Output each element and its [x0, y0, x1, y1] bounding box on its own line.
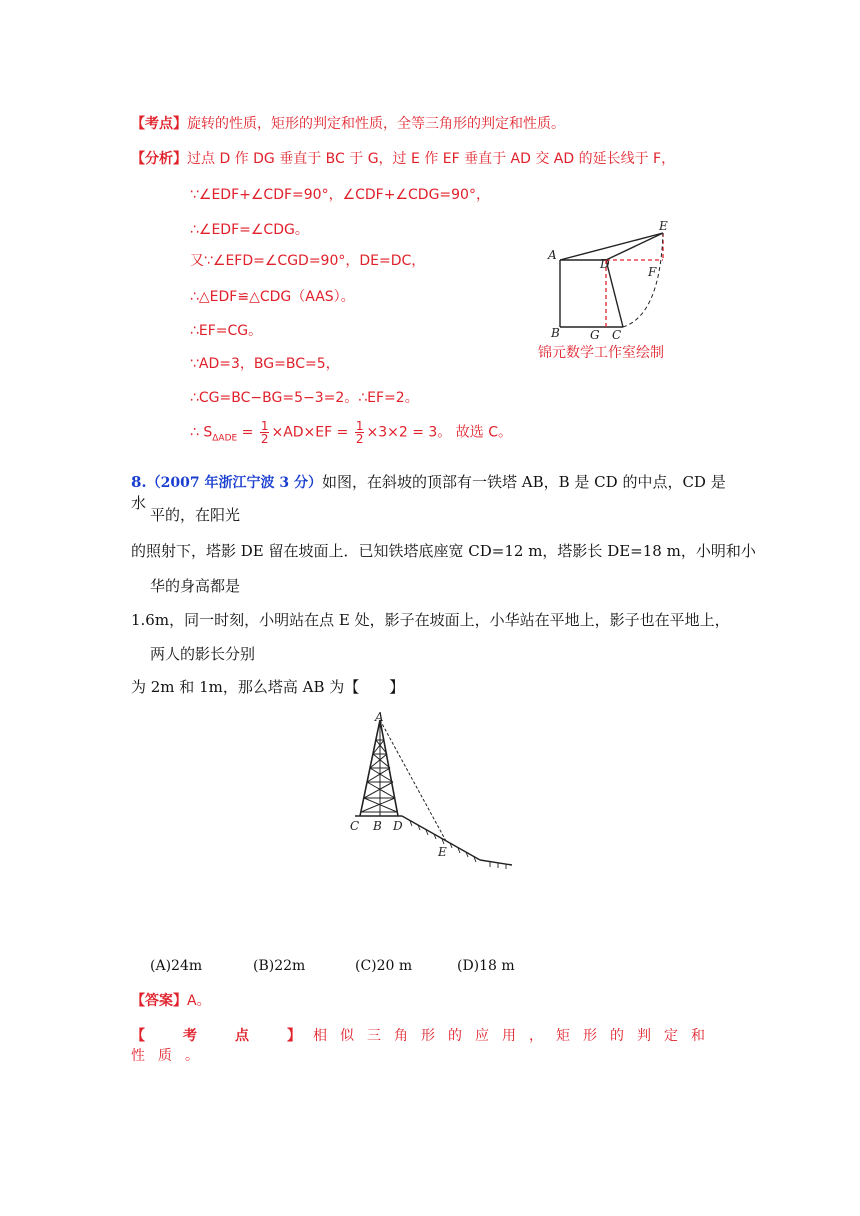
- frac-num: 1: [355, 419, 364, 433]
- answer-tag: 【答案】: [131, 993, 187, 1009]
- kaodian-text: 旋转的性质，矩形的判定和性质，全等三角形的判定和性质。: [187, 116, 565, 132]
- answer-text: A。: [187, 993, 211, 1009]
- q8-line-3: 的照射下，塔影 DE 留在坡面上．已知铁塔底座宽 CD=12 m，塔影长 DE=18 m，小明和小: [131, 542, 756, 560]
- frac-den: 2: [355, 432, 364, 446]
- tower-bracing: [361, 740, 397, 812]
- q8-line-7: 为 2m 和 1m，那么塔高 AB 为【 】: [131, 678, 405, 696]
- label-D2: D: [393, 819, 403, 833]
- step-5: ∴EF=CG。: [190, 323, 263, 339]
- q8-line-5: 1.6m，同一时刻，小明站在点 E 处，影子在坡面上，小华站在平地上，影子也在平地上，: [131, 611, 730, 629]
- area-prefix: ∴ S: [190, 424, 213, 441]
- area-end: 。 故选 C。: [437, 424, 512, 441]
- kaodian-tag-2: 【 考 点 】: [131, 1028, 313, 1044]
- label-A2: A: [375, 710, 384, 724]
- kaodian-text-2: 相似三角形的应用，矩形的判定和性质。: [131, 1028, 718, 1064]
- step-4: ∴△EDF≌△CDG（AAS）。: [190, 289, 355, 305]
- area-eq: =: [237, 424, 258, 441]
- area-mid2: ×3×2 = 3: [366, 424, 438, 441]
- kaodian-tag: 【考点】: [131, 116, 187, 132]
- option-A: (A)24m: [150, 958, 203, 974]
- step-3: 又∵∠EFD=∠CGD=90°，DE=DC，: [190, 253, 426, 269]
- step-2: ∴∠EDF=∠CDG。: [190, 222, 309, 238]
- area-mid1: ×AD×EF =: [271, 424, 353, 441]
- label-G: G: [590, 328, 600, 342]
- label-A: A: [548, 248, 557, 262]
- label-B2: B: [373, 819, 382, 833]
- area-formula: [190, 420, 512, 445]
- answer-line: [131, 990, 211, 1010]
- q8-source: （2007 年浙江宁波 3 分）: [146, 475, 322, 491]
- slope-end: [480, 860, 512, 865]
- frac-den: 2: [260, 432, 269, 446]
- fenxi-tag: 【分析】: [131, 151, 187, 167]
- label-E2: E: [438, 845, 447, 859]
- figure-caption: 锦元数学工作室绘制: [538, 345, 664, 361]
- area-sub: ΔADE: [212, 433, 238, 444]
- step-7: ∴CG=BC−BG=5−3=2。∴EF=2。: [190, 390, 419, 406]
- fenxi-line: [131, 148, 675, 168]
- option-D: (D)18 m: [457, 958, 515, 974]
- fraction-half-1: [260, 420, 270, 445]
- label-E: E: [659, 219, 668, 233]
- tower-figure: [340, 708, 520, 876]
- label-B: B: [551, 326, 560, 340]
- q8-number: 8.: [131, 473, 147, 491]
- label-D: D: [600, 257, 610, 271]
- fenxi-text: 过点 D 作 DG 垂直于 BC 于 G，过 E 作 EF 垂直于 AD 交 AD 的延长线于 F，: [187, 151, 676, 167]
- label-C2: C: [350, 819, 360, 833]
- fraction-half-2: [355, 420, 365, 445]
- step-6: ∵AD=3，BG=BC=5，: [190, 356, 340, 372]
- option-B: (B)22m: [253, 958, 306, 974]
- option-C: (C)20 m: [355, 958, 413, 974]
- label-C: C: [612, 328, 622, 342]
- frac-num: 1: [260, 419, 269, 433]
- kaodian-line: [131, 113, 565, 133]
- label-F: F: [648, 265, 657, 279]
- q8-line-4: 华的身高都是: [150, 577, 241, 595]
- q8-line-6: 两人的影长分别: [150, 645, 256, 663]
- geometry-figure-1: [538, 215, 708, 370]
- step-1: ∵∠EDF+∠CDF=90°，∠CDF+∠CDG=90°，: [190, 187, 490, 203]
- q8-text-1: 如图，在斜坡的顶部有一铁塔 AB，B 是 CD 的中点，CD 是水: [131, 473, 726, 512]
- q8-line-2: 平的，在阳光: [150, 506, 241, 524]
- kaodian-line-2: [131, 1025, 731, 1065]
